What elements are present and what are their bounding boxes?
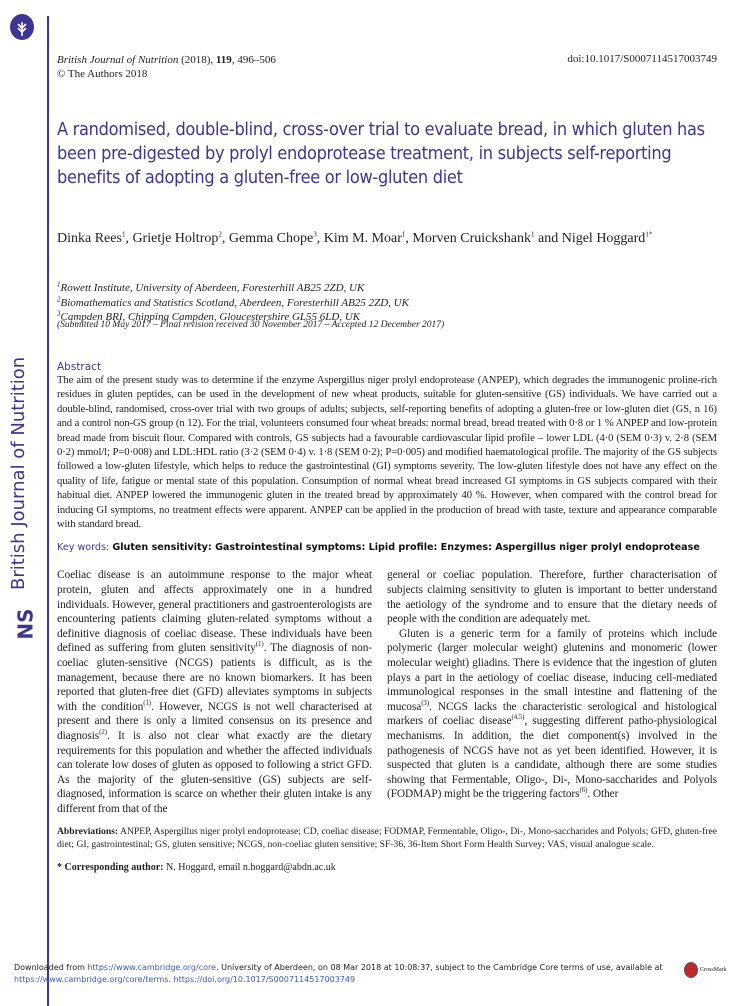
- author-affiliation-mark: 1: [401, 230, 406, 239]
- corresponding-author: [57, 861, 717, 874]
- author-name: Gemma Chope: [228, 231, 314, 246]
- author-separator: ,: [316, 231, 324, 246]
- margin-rule: [47, 16, 49, 1006]
- crossmark-button[interactable]: [684, 962, 727, 978]
- affiliation: [57, 296, 409, 311]
- sidebar-journal-name: British Journal of Nutrition: [8, 356, 29, 590]
- article-title: A randomised, double-blind, cross-over trial to evaluate bread, in which gluten has been pre-digested by prolyl endoprotease treatment, in subjects self-reporting benefits of adopting a gluten-free or low-gluten diet: [57, 120, 705, 188]
- body-column-right: [387, 568, 717, 816]
- body-paragraph: general or coeliac population. Therefore, further characterisation of subjects claiming sensitivity to gluten is important to better understand the aetiology of the syndrome and to ensure that the dietary needs of people with the condition are adequately met.: [387, 569, 717, 626]
- abstract-heading: Abstract: [57, 361, 102, 373]
- wheat-logo-icon: [10, 14, 34, 40]
- affiliation-text: Rowett Institute, University of Aberdeen, Foresterhill AB25 2ZD, UK: [60, 282, 365, 294]
- volume: 119: [215, 54, 232, 66]
- author-affiliation-mark: 2: [218, 230, 222, 239]
- author-affiliation-mark: 3: [313, 230, 317, 239]
- pages: , 496–506: [231, 54, 276, 66]
- journal-name: British Journal of Nutrition: [57, 54, 179, 66]
- author-list: [57, 230, 717, 248]
- affiliation-number: 3: [57, 309, 61, 318]
- author-name: Dinka Rees: [57, 231, 122, 246]
- journal-citation: [57, 53, 276, 81]
- affiliation-number: 1: [57, 280, 61, 289]
- terms-link[interactable]: https://www.cambridge.org/core/terms: [14, 975, 169, 984]
- affiliation-text: Biomathematics and Statistics Scotland, Aberdeen, Foresterhill AB25 2ZD, UK: [60, 296, 409, 309]
- citation-marker: (1): [143, 699, 152, 708]
- corresponding-label: * Corresponding author:: [57, 861, 164, 873]
- crossmark-label: CrossMark: [700, 967, 727, 973]
- ns-logo-icon: NS: [13, 608, 38, 640]
- affiliation: [57, 281, 409, 296]
- year: (2018),: [181, 54, 214, 66]
- citation-marker: (1): [255, 640, 264, 649]
- author-separator: ,: [405, 231, 413, 246]
- citation-marker: (4,5): [511, 713, 525, 722]
- keywords-label: Key words:: [57, 542, 110, 554]
- citation-marker: (2): [99, 728, 108, 737]
- citation-marker: (3): [421, 699, 430, 708]
- author-name: Grietje Holtrop: [132, 231, 219, 246]
- affiliation-number: 2: [57, 294, 61, 303]
- author-separator: ,: [221, 231, 229, 246]
- keywords-text: Gluten sensitivity: Gastrointestinal symptoms: Lipid profile: Enzymes: Aspergillus niger prolyl endoprotease: [112, 542, 700, 554]
- body-paragraph: Coeliac disease is an autoimmune response to the major wheat protein, gluten and affects approximately one in a hundred individuals. However, general practitioners and gastroenterologists are encountering patients claiming gluten-related symptoms without a definitive diagnosis of coeliac disease. These individuals have been defined as suffering from gluten sensitivity$^{(1)}$. The diagnosis of non-coeliac gluten-sensitive (NCGS) patients is difficult, as is the management, because there are no known biomarkers. It has been reported that gluten-free diet (GFD) alleviates symptoms in subjects with the condition$^{(1)}$. However, NCGS is not well characterised at present and there is only a limited consensus on its presence and diagnosis$^{(2)}$. It is also not clear what exactly are the dietary requirements for this population and whether the affected individuals can tolerate low doses of gluten as opposed to following a strict GFD. As the majority of the gluten-sensitive (GS) subjects are self-diagnosed, information is scarce on whether their gluten intake is any different from that of the: [57, 569, 372, 815]
- cambridge-core-link[interactable]: https://www.cambridge.org/core: [87, 963, 217, 972]
- body-paragraph: Gluten is a generic term for a family of proteins which include polymeric (larger molecular weight) glutenins and monomeric (lower molecular weight) gliadins. There is evidence that the ingestion of gluten plays a part in the aetiology of coeliac disease, inducing cell-mediated immunological responses in the small intestine and flattening of the mucosa$^{(3)}$. NCGS lacks the characteristic serological and histological markers of coeliac disease$^{(4,5)}$, suggesting different patho-physiological mechanisms. In addition, the diet component(s) involved in the pathogenesis of NCGS have not as yet been identified. However, it is suspected that gluten is a candidate, although there are some studies showing that Fermentable, Oligo-, Di-, Mono-saccharides and Polyols (FODMAP) might be the triggering factors$^{(6)}$. Other: [387, 627, 717, 801]
- author-affiliation-mark: 1*: [645, 230, 653, 239]
- citation-marker: (6): [579, 786, 588, 795]
- author-name: Morven Cruickshank: [412, 231, 531, 246]
- abbreviations-text: ANPEP, Aspergillus niger prolyl endoprotease; CD, coeliac disease; FODMAP, Fermentable, Oligo-, Di-, Mono-saccharides and Polyols; GFD, gluten-free diet; GI, gastrointestinal; GS, gluten sensitive; NCGS, non-coeliac gluten sensitive; SF-36, 36-Item Short Form Health Survey; VAS, visual analogue scale.: [57, 825, 717, 850]
- download-footer: [14, 962, 663, 986]
- body-column-left: [57, 568, 372, 816]
- author-affiliation-mark: 1: [121, 230, 126, 239]
- doi: doi:10.1017/S0007114517003749: [567, 53, 717, 65]
- author-separator: ,: [125, 231, 133, 246]
- doi-link[interactable]: https://doi.org/10.1017/S0007114517003749: [173, 975, 356, 984]
- body-columns: [57, 568, 717, 816]
- article-body: [57, 360, 717, 874]
- affiliations: [57, 281, 409, 325]
- submission-dates: (Submitted 10 May 2017 – Final revision received 30 November 2017 – Accepted 12 December 2017): [57, 320, 445, 330]
- crossmark-icon: [684, 962, 698, 978]
- author-affiliation-mark: 1: [531, 230, 535, 239]
- keywords: [57, 541, 717, 554]
- author-name: Nigel Hoggard: [561, 231, 646, 246]
- footer-sep: .: [168, 975, 174, 984]
- author-name: Kim M. Moar: [323, 231, 402, 246]
- copyright: © The Authors 2018: [57, 68, 148, 80]
- author-separator: and: [534, 231, 562, 246]
- abbreviations: [57, 825, 717, 851]
- affiliation-text: Campden BRI, Chipping Campden, Gloucestershire GL55 6LD, UK: [60, 311, 361, 323]
- footer-prefix: Downloaded from: [14, 963, 88, 972]
- corresponding-text: N. Hoggard, email n.hoggard@abdn.ac.uk: [166, 861, 336, 873]
- footer-middle: . University of Aberdeen, on 08 Mar 2018 at 10:08:37, subject to the Cambridge Core terms of use, available at: [216, 963, 663, 972]
- abbreviations-label: Abbreviations:: [57, 825, 119, 837]
- abstract-text: The aim of the present study was to determine if the enzyme Aspergillus niger prolyl endoprotease (ANPEP), which degrades the immunogenic proline-rich residues in gluten peptides, can be used in the development of new wheat products, suitable for gluten-sensitive (GS) individuals. We have carried out a double-blind, randomised, cross-over trial with two groups of adults; subjects, self-reporting benefits of adopting a gluten-free or low-gluten diet (GS, n 16) and a control non-GS group (n 12). For the trial, volunteers consumed four wheat breads: normal bread, bread treated with 0·8 or 1 % ANPEP and low-protein bread made from biscuit flour. Compared with controls, GS subjects had a favourable cardiovascular lipid profile – lower LDL (4·0 (SEM 0·3) v. 2·8 (SEM 0·2) mmol/l; P=0·008) and LDL:HDL ratio (3·2 (SEM 0·4) v. 1·8 (SEM 0·2); P=0·005) and modified haematological profile. The majority of the GS subjects followed a low-gluten lifestyle, which helps to reduce the gastrointestinal (GI) symptoms severity. The low-gluten lifestyle does not have any effect on the quality of life, fatigue or mental state of this population. Consumption of normal wheat bread increased GI symptoms in GS subjects compared with their habitual diet. ANPEP lowered the immunogenic gluten in the treated bread by approximately 40 %. However, when compared with the control bread for inducing GI symptoms, no treatment effects were apparent. ANPEP can be applied in the production of bread with taste, texture and appearance comparable with standard bread.: [57, 375, 717, 531]
